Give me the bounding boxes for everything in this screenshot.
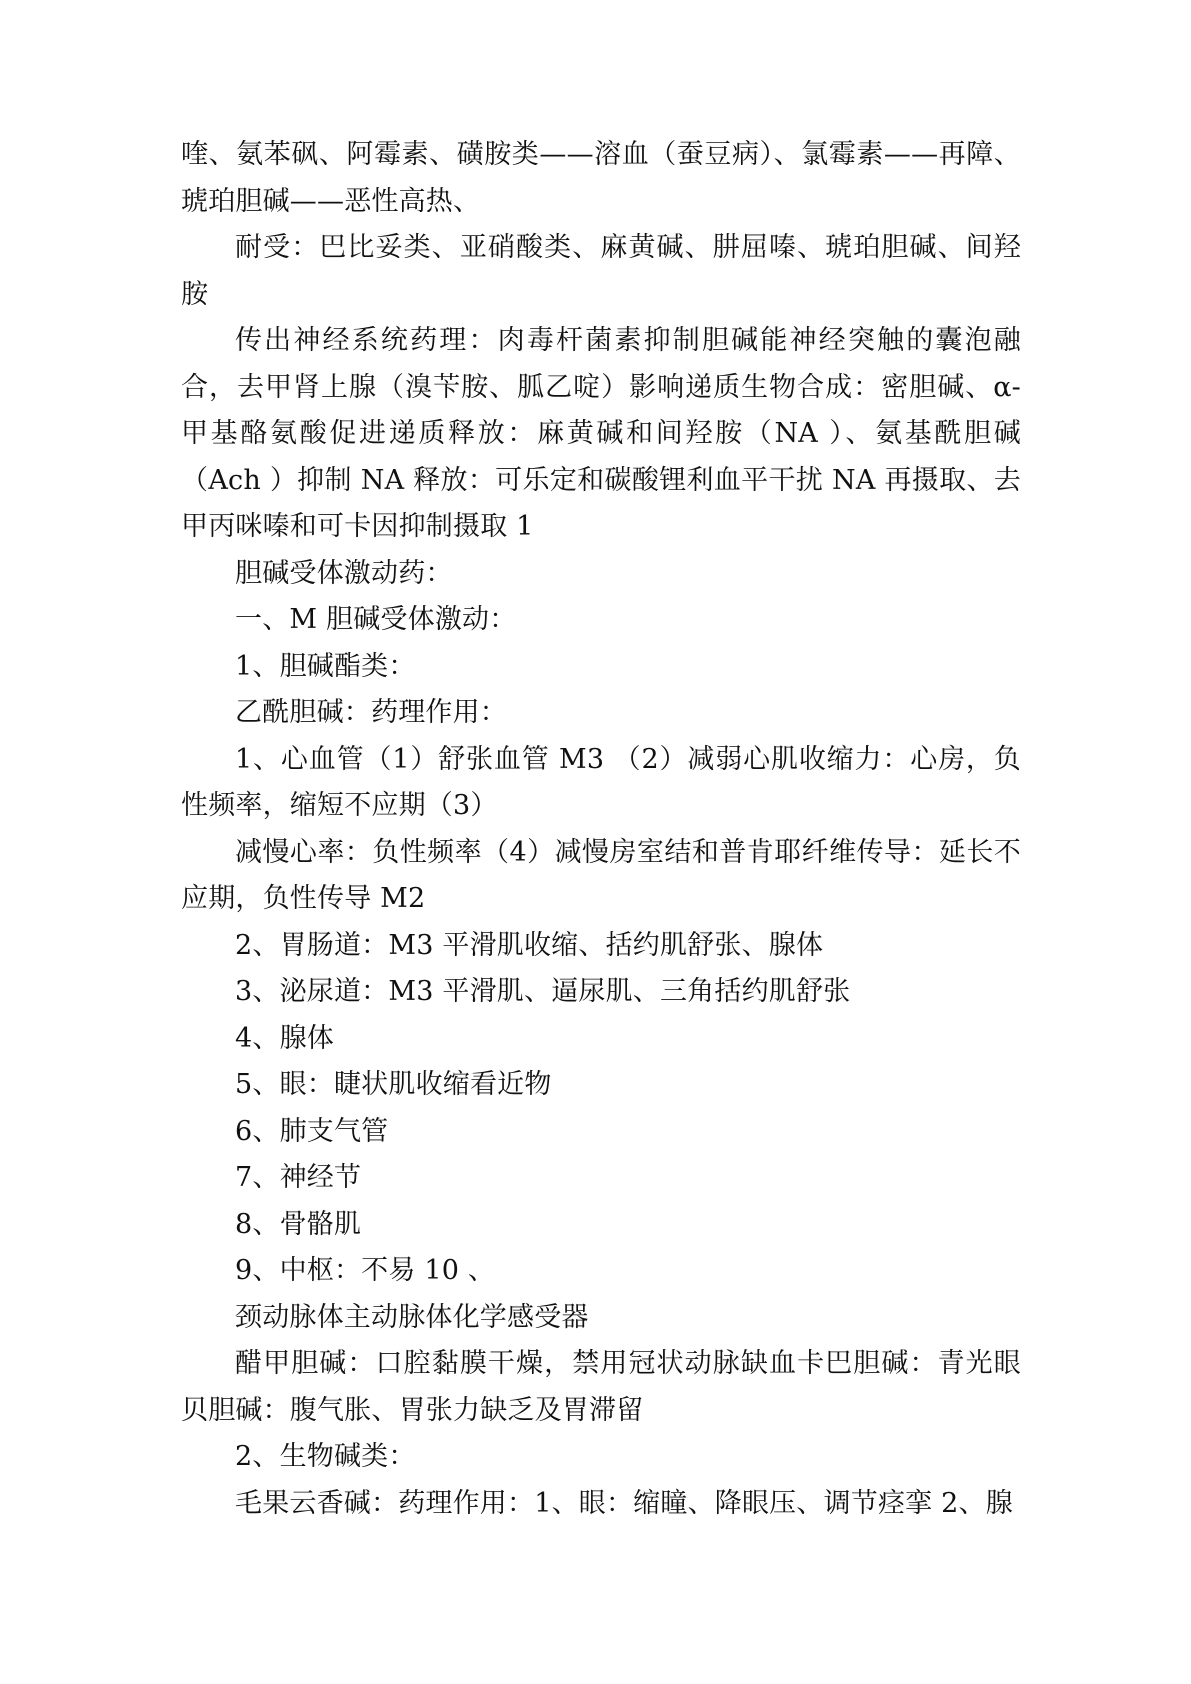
paragraph: 喹、氨苯砜、阿霉素、磺胺类——溶血（蚕豆病）、氯霉素——再障、琥珀胆碱——恶性高热、 xyxy=(181,139,1021,217)
paragraph: 2、胃肠道：M3 平滑肌收缩、括约肌舒张、腺体 xyxy=(235,929,824,961)
paragraph: 1、心血管（1）舒张血管 M3 （2）减弱心肌收缩力：心房，负性频率，缩短不应期（3） xyxy=(181,743,1021,821)
paragraph: 5、眼：睫状肌收缩看近物 xyxy=(235,1069,552,1100)
paragraph: 1、胆碱酯类： xyxy=(235,650,416,682)
paragraph: 减慢心率：负性频率（4）减慢房室结和普肯耶纤维传导：延长不应期，负性传导 M2 xyxy=(181,836,1021,914)
paragraph: 颈动脉体主动脉体化学感受器 xyxy=(235,1301,589,1333)
paragraph: 6、肺支气管 xyxy=(235,1115,389,1147)
paragraph: 9、中枢：不易 10 、 xyxy=(235,1255,496,1286)
paragraph: 8、骨骼肌 xyxy=(235,1208,362,1240)
paragraph: 胆碱受体激动药： xyxy=(235,557,453,589)
paragraph: 一、M 胆碱受体激动： xyxy=(235,604,517,635)
paragraph: 醋甲胆碱：口腔黏膜干燥，禁用冠状动脉缺血卡巴胆碱：青光眼贝胆碱：腹气胀、胃张力缺乏及胃滞留 xyxy=(181,1348,1021,1426)
document-body xyxy=(181,132,1021,1527)
paragraph: 毛果云香碱：药理作用：1、眼：缩瞳、降眼压、调节痉挛 2、腺 xyxy=(235,1487,1013,1519)
paragraph: 传出神经系统药理：肉毒杆菌素抑制胆碱能神经突触的囊泡融合，去甲肾上腺（溴苄胺、胍乙啶）影响递质生物合成：密胆碱、α-甲基酪氨酸促进递质释放：麻黄碱和间羟胺（NA ）、氨基酰胆碱（Ach ）抑制 NA 释放：可乐定和碳酸锂利血平干扰 NA 再摄取、去甲丙咪嗪和可卡因抑制摄取 1 xyxy=(181,325,1021,542)
paragraph: 4、腺体 xyxy=(235,1022,334,1054)
paragraph: 耐受：巴比妥类、亚硝酸类、麻黄碱、肼屈嗪、琥珀胆碱、间羟胺 xyxy=(181,232,1021,310)
paragraph: 乙酰胆碱：药理作用： xyxy=(235,697,507,728)
paragraph: 3、泌尿道：M3 平滑肌、逼尿肌、三角括约肌舒张 xyxy=(235,976,851,1007)
paragraph: 2、生物碱类： xyxy=(235,1441,416,1472)
paragraph: 7、神经节 xyxy=(235,1162,362,1193)
